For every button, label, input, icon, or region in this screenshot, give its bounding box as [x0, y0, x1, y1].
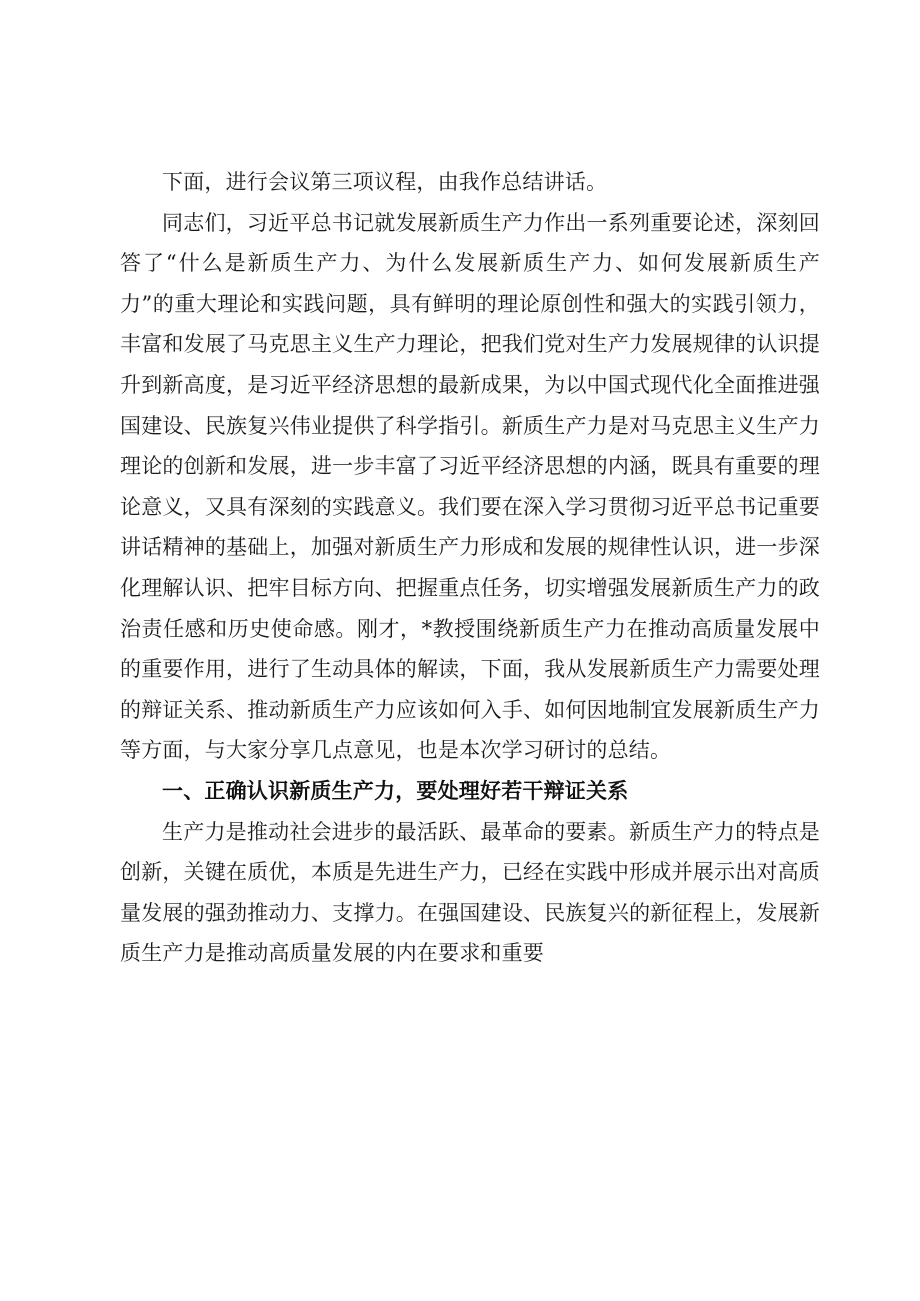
- paragraph-section-body: 生产力是推动社会进步的最活跃、最革命的要素。新质生产力的特点是创新，关键在质优，本质是先进生产力，已经在实践中形成并展示出对高质量发展的强劲推动力、支撑力。在强国建设、民族复兴的新征程上，发展新质生产力是推动高质量发展的内在要求和重要: [120, 819, 820, 966]
- document-page: [120, 162, 820, 974]
- paragraph-intro: 同志们，习近平总书记就发展新质生产力作出一系列重要论述，深刻回答了“什么是新质生产力、为什么发展新质生产力、如何发展新质生产力”的重大理论和实践问题，具有鲜明的理论原创性和强大的实践引领力，丰富和发展了马克思主义生产力理论，把我们党对生产力发展规律的认识提升到新高度，是习近平经济思想的最新成果，为以中国式现代化全面推进强国建设、民族复兴伟业提供了科学指引。新质生产力是对马克思主义生产力理论的创新和发展，进一步丰富了习近平经济思想的内涵，既具有重要的理论意义，又具有深刻的实践意义。我们要在深入学习贯彻习近平总书记重要讲话精神的基础上，加强对新质生产力形成和发展的规律性认识，进一步深化理解认识、把牢目标方向、把握重点任务，切实增强发展新质生产力的政治责任感和历史使命感。刚才，*教授围绕新质生产力在推动高质量发展中的重要作用，进行了生动具体的解读，下面，我从发展新质生产力需要处理的辩证关系、推动新质生产力应该如何入手、如何因地制宜发展新质生产力等方面，与大家分享几点意见，也是本次学习研讨的总结。: [120, 210, 820, 763]
- paragraph-agenda: 下面，进行会议第三项议程，由我作总结讲话。: [162, 170, 608, 194]
- section-heading: 一、正确认识新质生产力，要处理好若干辩证关系: [162, 778, 629, 803]
